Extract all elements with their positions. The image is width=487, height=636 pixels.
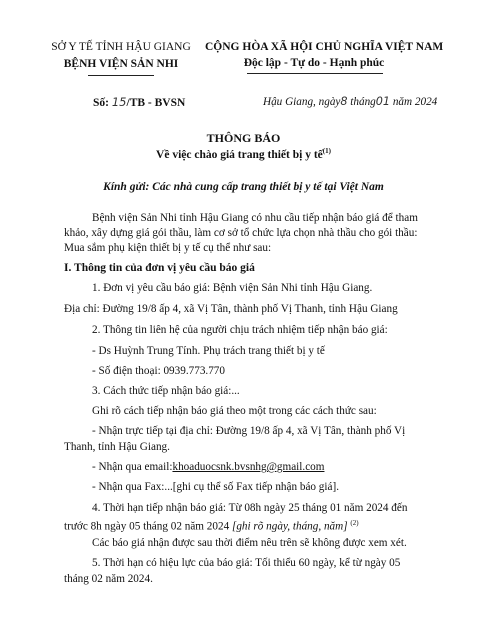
date-line bbox=[263, 95, 437, 108]
date-day: 8 bbox=[340, 95, 348, 108]
date-year: năm 2024 bbox=[392, 96, 438, 108]
item-4-deadline: trước 8h ngày 05 tháng 02 năm 2024 bbox=[64, 520, 230, 533]
item-3-direct-line-1: - Nhận trực tiếp tại địa chỉ: Đường 19/8 ấp 4, xã Vị Tân, thành phố Vị bbox=[92, 425, 406, 437]
ministry-name: SỞ Y TẾ TỈNH HẬU GIANG bbox=[51, 41, 191, 53]
email-label: - Nhận qua email: bbox=[92, 461, 173, 473]
section-1-title: I. Thông tin của đơn vị yêu cầu báo giá bbox=[64, 262, 255, 274]
item-4-note: Các báo giá nhận được sau thời điểm nêu trên sẽ không được xem xét. bbox=[92, 537, 407, 549]
item-3: 3. Cách thức tiếp nhận báo giá:... bbox=[92, 385, 240, 397]
doc-number-prefix: Số: bbox=[93, 97, 109, 109]
date-place: Hậu Giang, ngày bbox=[263, 96, 341, 108]
item-3-direct-line-2: Thanh, tỉnh Hậu Giang. bbox=[64, 441, 170, 453]
item-2-phone: - Số điện thoại: 0939.773.770 bbox=[92, 365, 225, 377]
document-number bbox=[93, 95, 185, 109]
hospital-name: BỆNH VIỆN SẢN NHI bbox=[63, 58, 179, 70]
motto-underline bbox=[247, 73, 383, 74]
item-1: 1. Đơn vị yêu cầu báo giá: Bệnh viện Sản Nhi tỉnh Hậu Giang. bbox=[92, 282, 373, 294]
item-4-deadline-hint: [ghi rõ ngày, tháng, năm] bbox=[231, 520, 348, 533]
item-3-fax: - Nhận qua Fax:...[ghi cụ thể số Fax tiếp nhận báo giá]. bbox=[92, 481, 339, 493]
item-5-line-2: tháng 02 năm 2024. bbox=[64, 573, 153, 585]
item-4-line-1: 4. Thời hạn tiếp nhận báo giá: Từ 08h ngày 25 tháng 01 năm 2024 đến bbox=[92, 502, 408, 514]
subtitle-text: Về việc chào giá trang thiết bị y tế bbox=[156, 148, 323, 161]
date-month: 01 bbox=[375, 95, 391, 108]
motto: Độc lập - Tự do - Hạnh phúc bbox=[243, 57, 385, 69]
document-subtitle bbox=[0, 147, 487, 161]
item-4-footnote: (2) bbox=[350, 519, 359, 527]
date-month-label: tháng bbox=[350, 96, 376, 108]
document-title: THÔNG BÁO bbox=[206, 131, 281, 145]
email-link[interactable]: khoaduocsnk.bvsnhg@gmail.com bbox=[172, 461, 325, 473]
item-3-note: Ghi rõ cách tiếp nhận báo giá theo một trong các cách thức sau: bbox=[92, 405, 377, 417]
item-4-line-2 bbox=[64, 516, 359, 534]
item-2: 2. Thông tin liên hệ của người chịu trách nhiệm tiếp nhận báo giá: bbox=[92, 324, 388, 336]
item-1-address: Địa chỉ: Đường 19/8 ấp 4, xã Vị Tân, thành phố Vị Thanh, tỉnh Hậu Giang bbox=[64, 303, 398, 315]
hospital-underline bbox=[88, 75, 154, 76]
recipient-line: Kính gửi: Các nhà cung cấp trang thiết bị y tế tại Việt Nam bbox=[103, 181, 384, 193]
item-5-line-1: 5. Thời hạn có hiệu lực của báo giá: Tối thiểu 60 ngày, kể từ ngày 05 bbox=[92, 557, 401, 569]
doc-number-handwritten: 15 bbox=[111, 95, 127, 109]
doc-number-suffix: /TB - BVSN bbox=[126, 97, 186, 109]
intro-line-2: khảo, xây dựng giá gói thầu, làm cơ sở tổ chức lựa chọn nhà thầu cho gói thầu: bbox=[64, 227, 418, 239]
republic-name: CỘNG HÒA XÃ HỘI CHỦ NGHĨA VIỆT NAM bbox=[205, 41, 444, 53]
subtitle-footnote: (1) bbox=[322, 147, 331, 155]
intro-line-1: Bệnh viện Sản Nhi tỉnh Hậu Giang có nhu cầu tiếp nhận báo giá để tham bbox=[92, 212, 418, 224]
intro-line-3: Mua sắm phụ kiện thiết bị y tế cụ thể như sau: bbox=[64, 242, 272, 254]
item-2-contact-name: - Ds Huỳnh Trung Tính. Phụ trách trang thiết bị y tế bbox=[92, 345, 325, 357]
item-3-email bbox=[92, 460, 324, 474]
